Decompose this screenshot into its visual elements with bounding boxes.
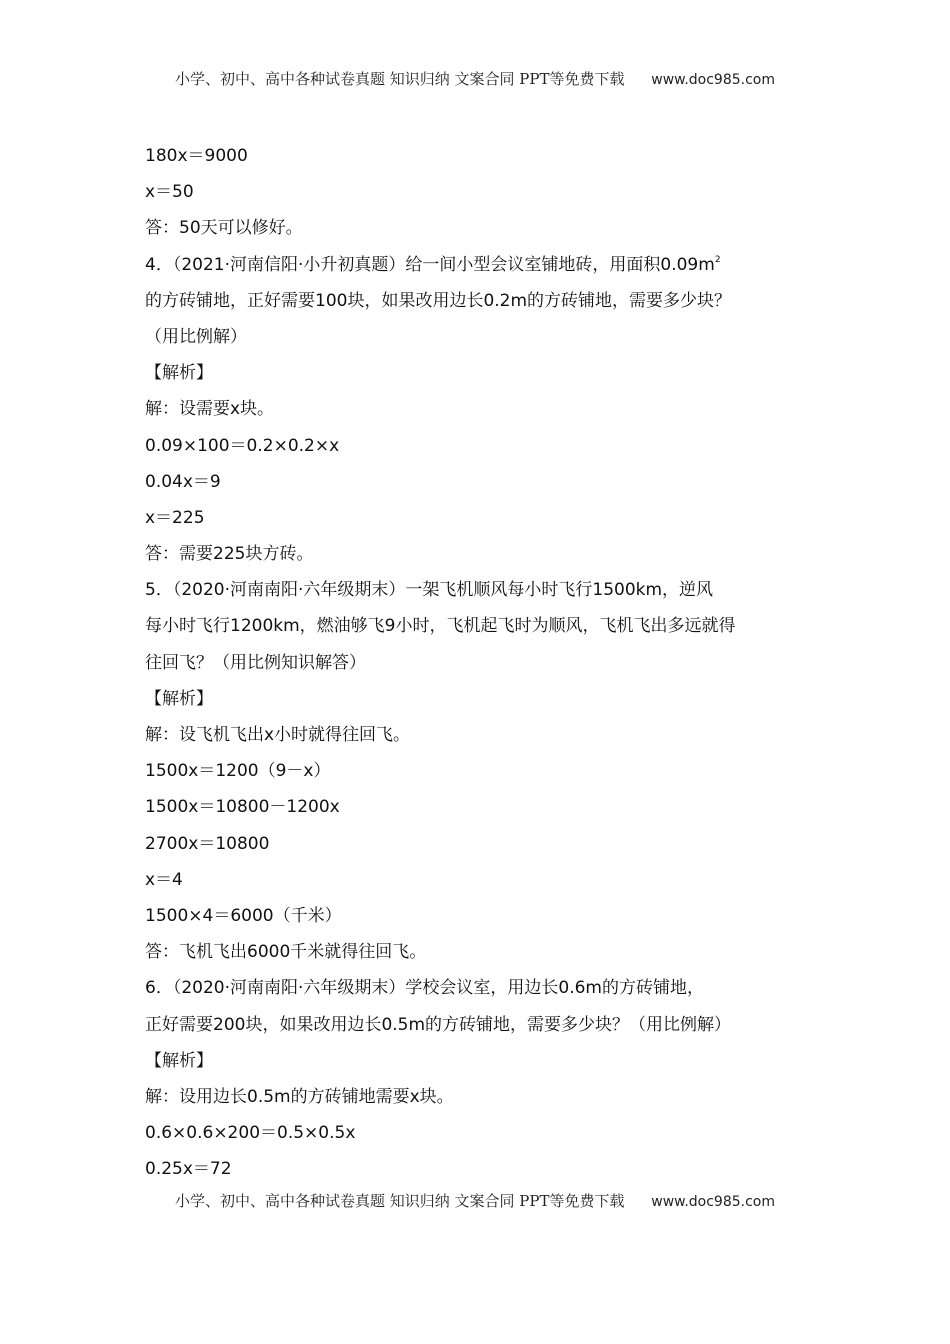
answer-line: 答：50天可以修好。 [145,218,303,239]
analysis-heading: 【解析】 [145,363,213,384]
answer-line: 答：需要225块方砖。 [145,544,314,565]
answer-line: 答：飞机飞出6000千米就得往回飞。 [145,942,427,963]
analysis-heading: 【解析】 [145,1050,213,1071]
analysis-heading: 【解析】 [145,688,213,709]
solution-line: 解：设飞机飞出x小时就得往回飞。 [145,725,411,745]
question-4-line-1 [145,247,815,283]
question-6-line-2: 正好需要200块，如果改用边长0.5m的方砖铺地，需要多少块？（用比例解） [145,1014,732,1035]
equation-line: x＝4 [145,869,183,890]
equation-line: x＝50 [145,182,194,203]
equation-line: x＝225 [145,507,205,528]
equation-line: 2700x＝10800 [145,833,270,854]
equation-line: 1500x＝10800－1200x [145,797,340,818]
question-5-line-3: 往回飞？（用比例知识解答） [145,652,366,673]
question-6-line-1: 6．（2020·河南南阳·六年级期末）学校会议室，用边长0.6m的方砖铺地， [145,978,704,999]
header-url[interactable]: www.doc985.com [651,72,776,88]
question-5-line-2: 每小时飞行1200km，燃油够飞9小时，飞机起飞时为顺风，飞机飞出多远就得 [145,616,736,637]
page-header [0,68,950,89]
equation-line: 1500x＝1200（9－x） [145,761,331,782]
document-body [145,138,815,1187]
equation-line: 0.6×0.6×200＝0.5×0.5x [145,1123,356,1144]
question-5-line-1: 5．（2020·河南南阳·六年级期末）一架飞机顺风每小时飞行1500km，逆风 [145,580,714,601]
equation-line: 0.09×100＝0.2×0.2×x [145,435,340,456]
equation-line: 180x＝9000 [145,146,248,166]
equation-line: 0.04x＝9 [145,471,221,492]
solution-line: 解：设用边长0.5m的方砖铺地需要x块。 [145,1086,454,1107]
question-4-line-2: 的方砖铺地，正好需要100块，如果改用边长0.2m的方砖铺地，需要多少块？ [145,290,732,311]
header-text: 小学、初中、高中各种试卷真题 知识归纳 文案合同 PPT等免费下载 [174,70,625,88]
superscript-squared: 2 [714,254,721,265]
question-4-text: 4．（2021·河南信阳·小升初真题）给一间小型会议室铺地砖，用面积0.09m [145,254,715,275]
solution-line: 解：设需要x块。 [145,399,275,420]
footer-url[interactable]: www.doc985.com [651,1194,776,1210]
question-4-line-3: （用比例解） [145,326,247,347]
footer-text: 小学、初中、高中各种试卷真题 知识归纳 文案合同 PPT等免费下载 [174,1192,625,1210]
equation-line: 1500×4＝6000（千米） [145,905,342,926]
page-footer [0,1190,950,1211]
equation-line: 0.25x＝72 [145,1159,232,1180]
